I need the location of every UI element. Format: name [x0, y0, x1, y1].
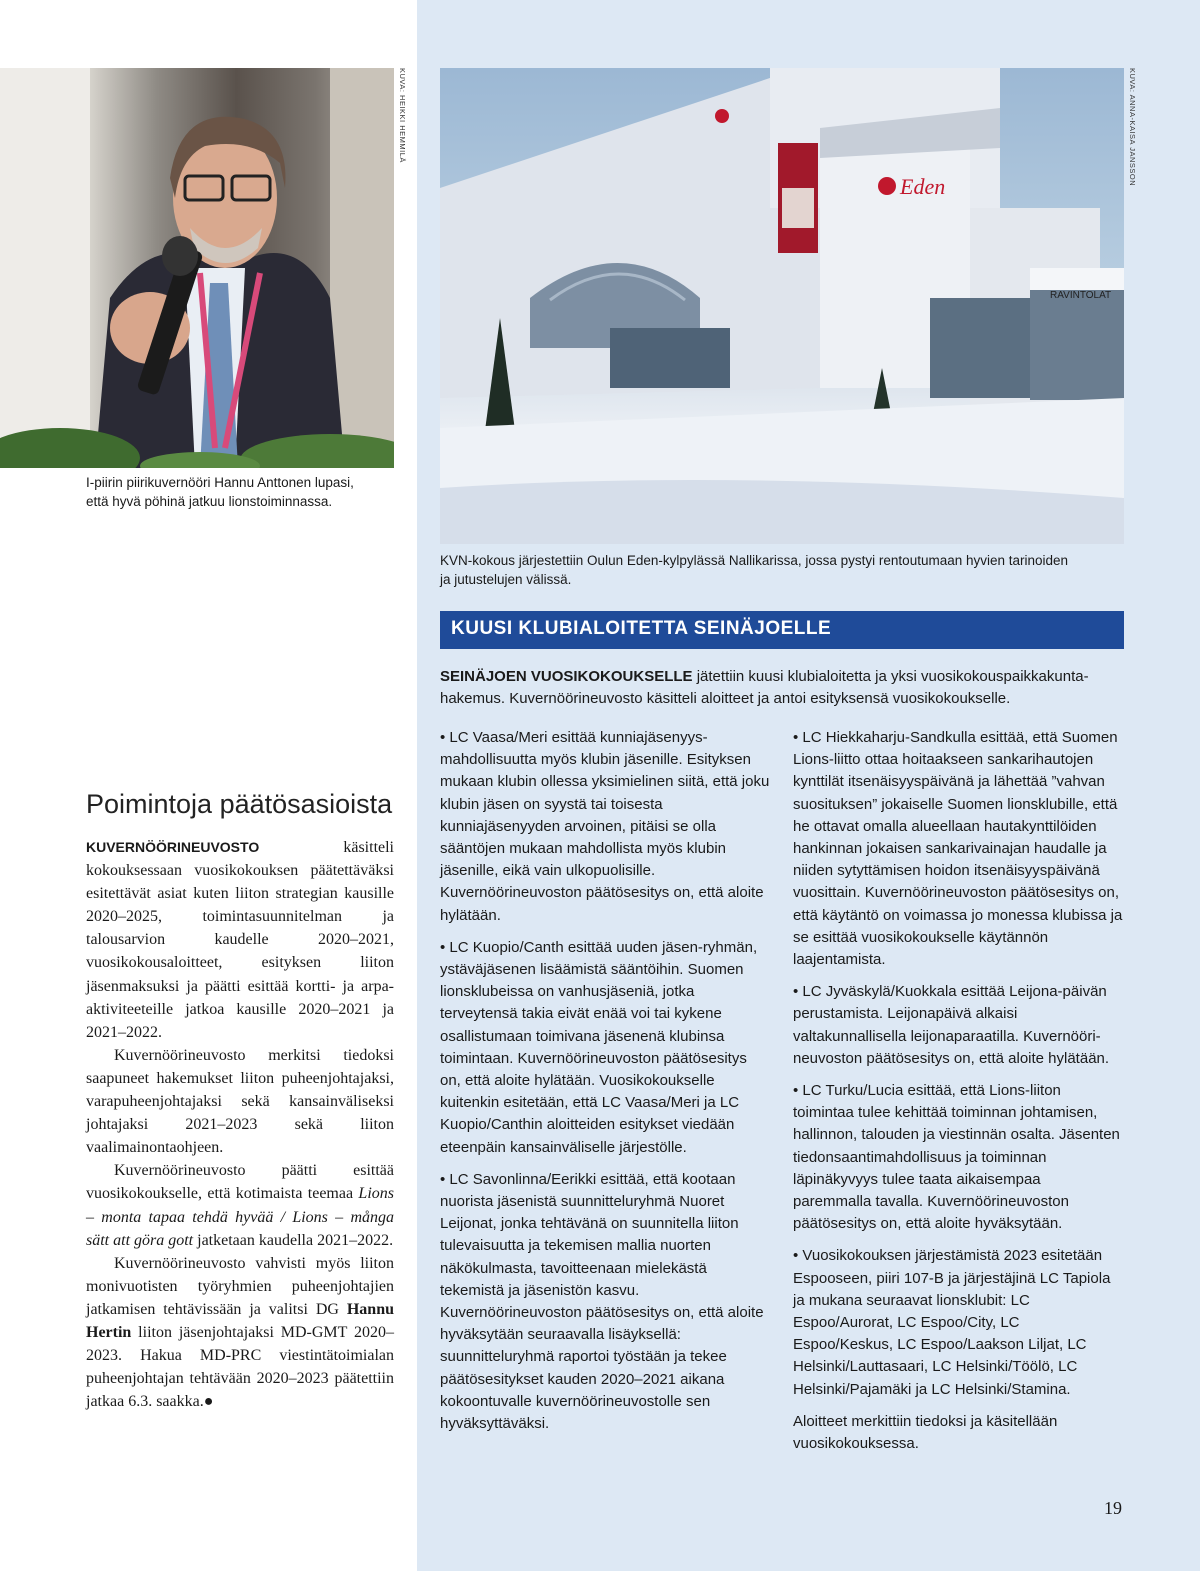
- lead-text: jätettiin kuusi klubialoitetta ja yksi vuosikokouspaikkakunta-hakemus. Kuvernöörineuvosto käsitteli aloitteet ja antoi esityksensä vuosikokoukselle.: [440, 668, 1089, 707]
- left-article-body: [86, 836, 394, 1413]
- article-column-2: [793, 727, 1123, 1465]
- initiative-item: • LC Hiekkaharju-Sandkulla esittää, että Suomen Lions-liitto ottaa hoitaakseen sankarihautojen kynttilät itsenäisyyspäivänä ja lähettää ”vahvan suosituksen” jokaiselle Suomen lionsklubille, että he ottavat omalla alueellaan hautakynttilöiden hankinnan jokaisen sankarivainajan haudalle ja niiden sytyttämisen hoidon itsenäisyyspäivänä vuosittain. Kuvernöörineuvoston päätösesitys on, että käytäntö on voimassa jo monessa klubissa ja se esittää vuosikokoukselle käytännön laajentamista.: [793, 729, 1123, 969]
- lead-paragraph: [440, 666, 1124, 709]
- restaurant-sign: RAVINTOLAT: [1050, 290, 1112, 301]
- right-caption-line-2: ja jutustelujen välissä.: [440, 572, 572, 587]
- left-p4-text-b: liiton jäsenjohtajaksi MD-GMT 2020–2023. Hakua MD-PRC viestintätoimialan puheenjohtajan tehtävään 2020–2023 päätettiin jatkaa 6.3. saakka.: [86, 1323, 394, 1411]
- initiative-item: • LC Jyväskylä/Kuokkala esittää Leijona-päivän perustamista. Leijonapäivä alkaisi valtakunnallisella leijonaparaatilla. Kuvernööri-neuvoston päätösesitys on, että aloite hylätään.: [793, 983, 1110, 1067]
- left-caption-line-1: I-piirin piirikuvernööri Hannu Anttonen lupasi,: [86, 475, 354, 490]
- lead-rubric: SEINÄJOEN VUOSIKOKOUKSELLE: [440, 668, 693, 685]
- left-photo-caption: [86, 473, 386, 511]
- theme-title: Lions – monta tapaa tehdä hyvää / Lions – många sätt att göra gott: [86, 1185, 394, 1249]
- right-photo-caption: [440, 551, 1124, 589]
- left-rubric: KUVERNÖÖRINEUVOSTO: [86, 839, 260, 855]
- left-p3-text-b: jatketaan kaudella 2021–2022.: [193, 1231, 394, 1249]
- left-p1-text: käsitteli kokouksessaan vuosikokouksen päätettäväksi esitettävät asiat kuten liiton strategian kausille 2020–2025, toimintasuunnitelman ja talousarvion kaudelle 2020–2021, vuosikokousaloitteet, esityksen liiton jäsenmaksuksi ja päätti esittää kortti- ja arpa-aktiviteeteille jatkoa kausille 2020–2021 ja 2021–2022.: [86, 839, 394, 1041]
- left-paragraph-3: [86, 1159, 394, 1251]
- initiative-item: • LC Vaasa/Meri esittää kunniajäsenyys-mahdollisuutta myös klubin jäsenille. Esityksen mukaan klubin ollessa yksimielinen siitä, että joku klubin jäsen on syystä tai toisesta kunniajäsenyyden arvoinen, pitäisi se olla sääntöjen mukaan mahdollista myös klubin jäsenille, eikä vain ulkopuolisille. Kuvernöörineuvoston päätösesitys on, että aloite hylätään.: [440, 729, 770, 924]
- eden-sign: Eden: [900, 174, 946, 199]
- right-photo-credit: KUVA: ANNA-KAISA JANSSON: [1128, 68, 1137, 187]
- article-column-1: [440, 727, 770, 1445]
- section-heading-bar: [440, 611, 1124, 649]
- left-paragraph-4: [86, 1252, 394, 1414]
- left-paragraph-2: Kuvernöörineuvosto merkitsi tiedoksi saapuneet hakemukset liiton puheenjohtajaksi, varapuheenjohtajaksi sekä kansainväliseksi johtajaksi 2021–2023 sekä liiton vaalimainontaohjeen.: [86, 1046, 394, 1157]
- left-p3-text-a: Kuvernöörineuvosto päätti esittää vuosikokoukselle, että kotimaista teemaa: [86, 1162, 394, 1203]
- page-number: 19: [1104, 1498, 1122, 1518]
- left-caption-line-2: että hyvä pöhinä jatkuu lionstoiminnassa.: [86, 494, 333, 509]
- left-article-heading: Poimintoja päätösasioista: [86, 789, 393, 819]
- person-name: Hannu Hertin: [86, 1300, 394, 1341]
- left-paragraph-1: [86, 836, 394, 1044]
- right-caption-line-1: KVN-kokous järjestettiin Oulun Eden-kylpylässä Nallikarissa, jossa pystyi rentoutumaan hyvien tarinoiden: [440, 553, 1069, 568]
- end-mark-icon: ●: [203, 1393, 214, 1411]
- speaker-photo: [0, 68, 394, 468]
- spa-building-photo: [440, 68, 1124, 544]
- initiative-item: • LC Turku/Lucia esittää, että Lions-liiton toimintaa tulee kehittää toiminnan johtamisen, hallinnon, talouden ja viestinnän osalta. Jäsenten tiedonsaantimahdollisuus ja toiminnan läpinäkyvyys tulee taata aikaisempaa paremmalla tavalla. Kuvernöörineuvoston päätösesitys on, että aloite hyväksytään.: [793, 1082, 1120, 1233]
- initiative-item: • LC Savonlinna/Eerikki esittää, että kootaan nuorista jäsenistä suunnitteluryhmä Nuoret Leijonat, jonka tehtävänä on suunnitella liiton tulevaisuutta ja tekemisen mallia nuorten näkökulmasta, tavoitteenaan mielekästä tekemistä ja jäsenistön kasvu. Kuvernöörineuvoston päätösesitys on, että aloite hyväksytään seuraavalla lisäyksellä: suunnitteluryhmä raportoi työstään ja tekee päätösesitykset kauden 2020–2021 aikana kokoontuvalle kuvernöörineuvostolle sen hyväksyttäväksi.: [440, 1170, 764, 1433]
- initiative-item: • LC Kuopio/Canth esittää uuden jäsen-ryhmän, ystäväjäsenen lisäämistä sääntöihin. Suomen lionsklubeissa on vanhusjäseniä, jotka terveytensä takia eivät enää voi tai kykene osallistumaan toimivana jäsenenä klubinsa toimintaan. Kuvernöörineuvoston päätösesitys on, että aloite hylätään. Vuosikokoukselle kuitenkin esitetään, että LC Vaasa/Meri ja LC Kuopio/Canthin aloitteiden esitykset viedään eteenpäin kansainväliselle järjestölle.: [440, 938, 758, 1156]
- left-photo-credit: KUVA: HEIKKI HEMMILÄ: [398, 68, 407, 163]
- initiative-item: • Vuosikokouksen järjestämistä 2023 esitetään Espooseen, piiri 107-B ja järjestäjinä LC Tapiola ja mukana seuraavat lionsklubit: LC Espoo/Aurorat, LC Espoo/City, LC Espoo/Keskus, LC Espoo/Laakson Liljat, LC Helsinki/Lauttasaari, LC Helsinki/Töölö, LC Helsinki/Pajamäki ja LC Helsinki/Stamina.: [793, 1247, 1111, 1398]
- closing-note: Aloitteet merkittiin tiedoksi ja käsitellään vuosikokouksessa.: [793, 1412, 1058, 1453]
- section-heading: KUUSI KLUBIALOITETTA SEINÄJOELLE: [451, 618, 832, 639]
- left-p4-text-a: Kuvernöörineuvosto vahvisti myös liiton monivuotisten työryhmien puheenjohtajien jatkamisen tehtävissään ja valitsi DG: [86, 1254, 394, 1318]
